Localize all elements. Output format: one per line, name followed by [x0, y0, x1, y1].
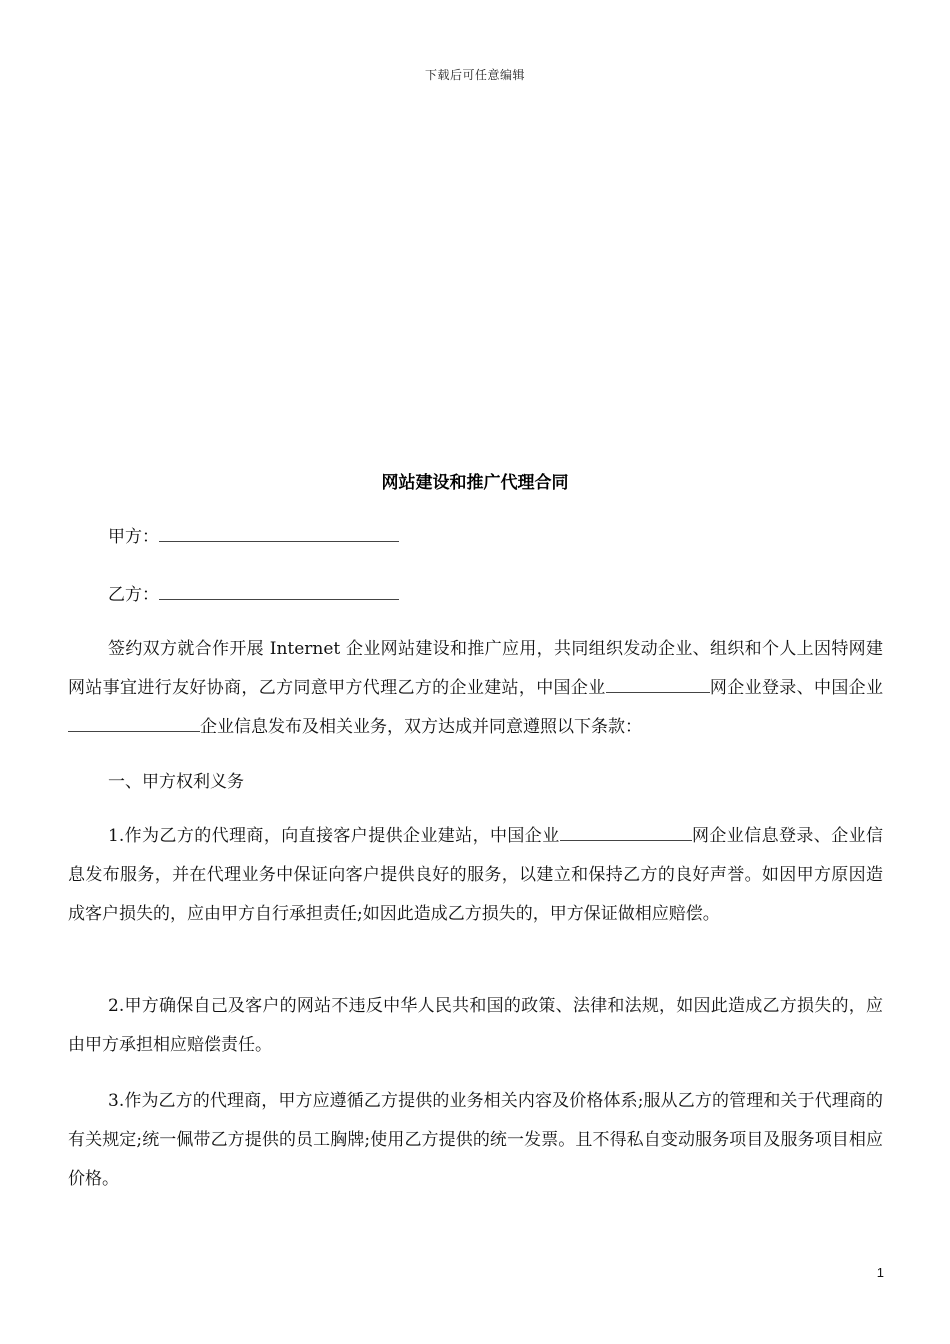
clause-1-text-1: 1.作为乙方的代理商，向直接客户提供企业建站，中国企业 — [108, 826, 560, 846]
clause-3-paragraph: 3.作为乙方的代理商，甲方应遵循乙方提供的业务相关内容及价格体系;服从乙方的管理和关于代理商的有关规定;统一佩带乙方提供的员工胸牌;使用乙方提供的统一发票。且不得私自变动服务项目及服务项目相应价格。 — [68, 1091, 883, 1189]
section-heading-1: 一、甲方权利义务 — [108, 772, 244, 792]
document-title: 网站建设和推广代理合同 — [381, 473, 569, 493]
intro-text-1: 签约双方就合作开展 Internet 企业网站建设和推广应用，共同组织发动企业、组织和个人上因特网建网站事宜进行友好协商，乙方同意甲方代理乙方的企业建站，中国企业 — [68, 639, 883, 698]
party-b-blank — [159, 583, 399, 600]
header-note: 下载后可任意编辑 — [424, 68, 525, 82]
clause-1-blank — [560, 820, 692, 841]
clause-2-paragraph: 2.甲方确保自己及客户的网站不违反中华人民共和国的政策、法律和法规，如因此造成乙方损失的，应由甲方承担相应赔偿责任。 — [68, 996, 883, 1055]
intro-text-2: 网企业登录、中国企业 — [709, 678, 884, 698]
intro-blank-1 — [606, 672, 710, 693]
party-b-label: 乙方： — [108, 585, 159, 605]
clause-1-paragraph — [68, 817, 883, 934]
clause-1-text-2: 网企业信息登录、企业信息发布服务，并在代理业务中保证向客户提供良好的服务，以建立和保持乙方的良好声誉。如因甲方原因造成客户损失的，应由甲方自行承担责任;如因此造成乙方损失的，甲方保证做相应赔偿。 — [68, 826, 884, 924]
page-number: 1 — [876, 1265, 884, 1280]
intro-paragraph — [68, 630, 883, 747]
party-a-label: 甲方： — [108, 527, 159, 547]
party-a-line — [108, 525, 399, 549]
intro-text-3: 企业信息发布及相关业务，双方达成并同意遵照以下条款： — [200, 717, 642, 737]
intro-blank-2 — [68, 711, 200, 732]
party-a-blank — [159, 525, 399, 542]
party-b-line — [108, 583, 399, 607]
